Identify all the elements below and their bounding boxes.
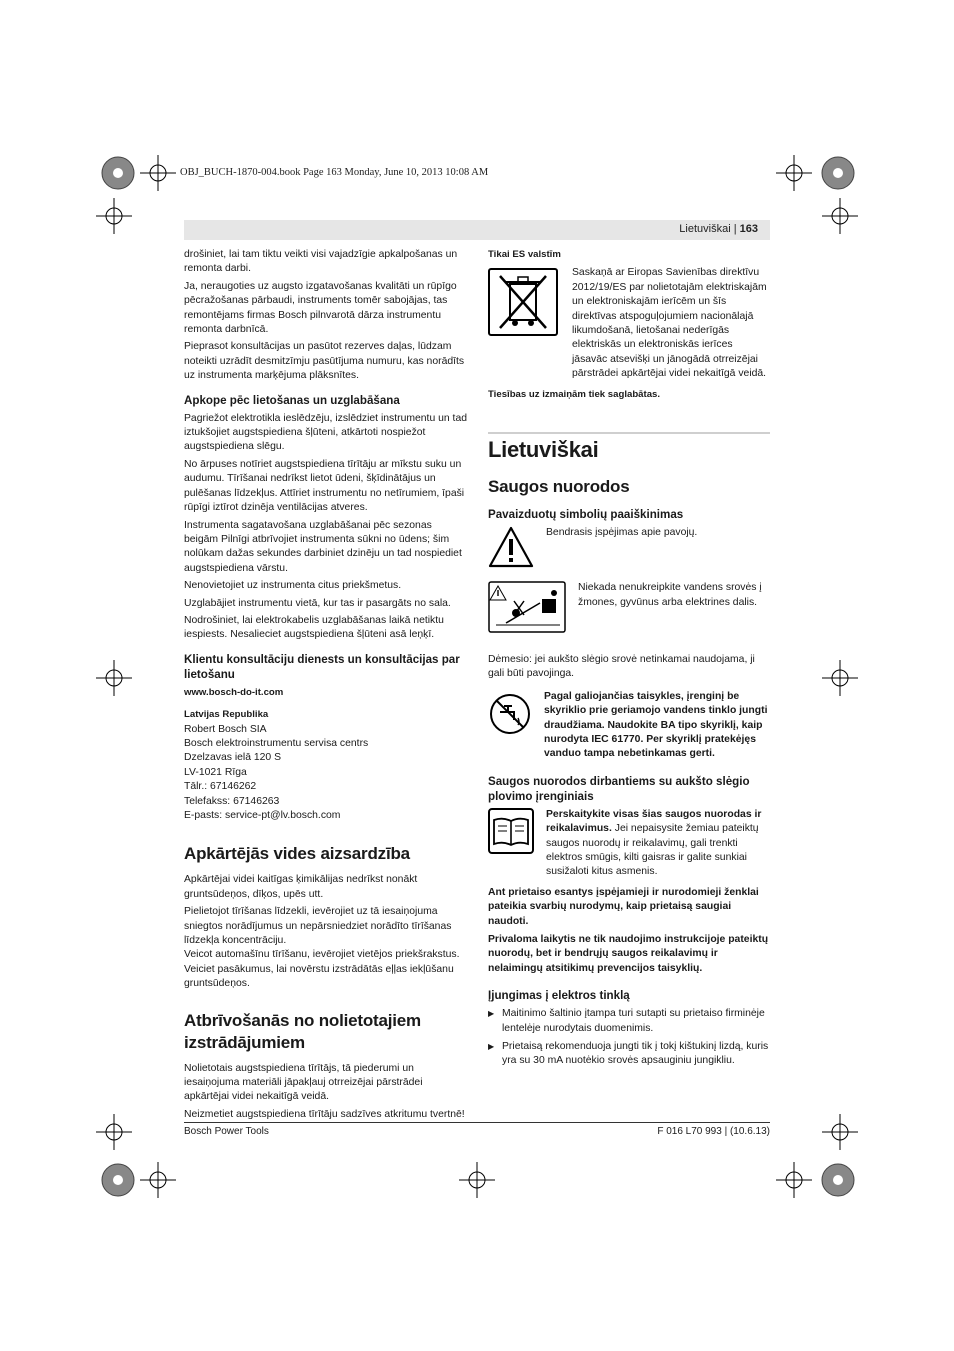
read-manual-rest: Jei nepaisysite žemiau pateiktų saugos nuorodų ir reikalavimų, gali trenkti elektros smūgis, kilti gaisras ir galite sunkiai susižaloti kitus asmenis.: [546, 823, 759, 878]
address-line: Bosch elektroinstrumentu servisa centrs: [184, 737, 369, 749]
paragraph: Pieprasot konsultācijas un pasūtot rezerves daļas, lūdzam noteikti uzrādīt desmitzīmju pasūtījuma numuru, kas norādīts uz instrumenta marķējuma plāksnītes.: [184, 341, 465, 382]
symbol-text: Niekada nenukreipkite vandens srovės į žmones, gyvūnus arba elektrines dalis.: [578, 582, 762, 608]
symbol-text: Bendrasis įspėjimas apie pavojų.: [546, 527, 698, 539]
registration-mark-bottom-left-icon: [100, 1162, 136, 1198]
header-language: Lietuviškai: [679, 223, 731, 235]
address-line: Dzelzavas ielā 120 S: [184, 752, 282, 764]
crosshair-left-lower-icon: [96, 1114, 132, 1150]
bullet-triangle-icon: ▶: [488, 1009, 495, 1019]
subheading-high-pressure-safety: Saugos nuorodos dirbantiems su aukšto slėgio plovimo įrenginiais: [488, 774, 750, 803]
list-item-text: Maitinimo šaltinio įtampa turi sutapti su prietaiso firminėje lentelėje nurodytais duomenimis.: [502, 1008, 765, 1034]
paragraph: Instrumenta sagatavošana uzglabāšanai pēc sezonas beigām Pilnīgi atbrīvojiet instrumenta sūkni no ūdens; šim nolūkam dažas sekundes darbiniet dzinēju un tad nospiediet augstspiediena vārstu.: [184, 519, 462, 574]
heading-disposal: Atbrīvošanās no nolietotajiem izstrādājumiem: [184, 1010, 421, 1052]
read-manual-block: [488, 808, 770, 880]
rights-reserved-note: Tiesības uz izmaiņām tiek saglabātas.: [488, 388, 661, 400]
warning-paragraph: Ant prietaiso esantys įspėjamieji ir nurodomieji ženklai pateikia svarbių nurodymų, kaip prietaisą saugiai naudoti.: [488, 886, 759, 927]
paragraph: Nolietotais augstspiediena tīrītājs, tā piederumi un iesaiņojuma materiāli jāpakļauj otrreizējai pārstrādei apkārtējai videi nekaitīgā veidā.: [184, 1062, 423, 1103]
subheading-customer-service: Klientu konsultāciju dienests un konsultācijas par lietošanu: [184, 652, 460, 681]
eu-only-label: Tikai ES valstīm: [488, 249, 561, 260]
no-drinking-water-connection-icon: [488, 690, 532, 762]
footer-brand: Bosch Power Tools: [184, 1126, 269, 1137]
page-header: [184, 220, 770, 240]
warning-paragraph: Privaloma laikytis ne tik naudojimo instrukcijoje pateiktų nuorodų, bet ir bendrųjų saugos reikalavimų ir nelaimingų atsitikimų prevencijos taisyklių.: [488, 933, 769, 974]
paragraph: Ja, neraugoties uz augsto izgatavošanas kvalitāti un rūpīgo pēcražošanas pārbaudi, instruments tomēr sabojājas, tas remontējams firmas Bosch pilnvarotā dārza instrumentu remonta darbnīcā.: [184, 280, 457, 336]
symbol-no-drinking-water: [488, 690, 770, 762]
crosshair-bottom-left-icon: [140, 1162, 176, 1198]
paragraph: Apkārtējai videi kaitīgas ķimikālijas nedrīkst nonākt gruntsūdeņos, dīķos, upēs utt.: [184, 874, 418, 900]
water-jet-warning-icon: [488, 581, 566, 638]
country-name: Latvijas Republika: [184, 709, 269, 721]
crosshair-right-upper-icon: [822, 198, 858, 234]
crosshair-right-middle-icon: [822, 660, 858, 696]
warning-triangle-icon: [488, 526, 534, 573]
phone-number: Tālr.: 67146262: [184, 781, 257, 793]
paragraph: drošiniet, lai tam tiktu veikti visi vajadzīgie apkalpošanas un remonta darbi.: [184, 249, 458, 275]
paragraph: No ārpuses notīriet augstspiediena tīrītāju ar mīkstu suku un audumu. Tīrīšanai nedrīkst lietot ūdeni, šķīdinātājus un pulēšanas līdzekļus. Attīriet instrumentu no netīrumiem, īpaši rūpīgi iztīrot dzinēja ventilācijas atveres.: [184, 458, 465, 514]
left-column: [184, 248, 468, 1125]
weee-block: [488, 266, 770, 381]
heading-environment: Apkārtējās vides aizsardzība: [184, 844, 410, 864]
paragraph: Pielietojot tīrīšanas līdzekli, ievērojiet uz tā iesaiņojuma sniegtos norādījumus un nepārsniedziet norādīto tīrīšanas līdzekļa koncentrāciju.: [184, 906, 452, 947]
page-number: 163: [739, 223, 758, 235]
language-title-rule: [488, 432, 770, 464]
read-manual-bold: Perskaitykite visas šias saugos nuorodas ir reikalavimus.: [546, 808, 762, 835]
symbol-general-warning: [488, 526, 770, 573]
symbol-text: Pagal galiojančias taisykles, įrenginį be skyriklio prie geriamojo vandens tinklo jungti draudžiama. Naudokite BA tipo skyriklį, kaip nurodyta IEC 61770. Per skyriklį pratekėjęs vanduo tampa nebetinkamas gerti.: [544, 690, 768, 760]
crosshair-left-upper-icon: [96, 198, 132, 234]
read-manual-book-icon: [488, 808, 534, 880]
weee-crossed-bin-icon: [488, 266, 558, 381]
crosshair-top-right-icon: [776, 155, 812, 191]
crosshair-bottom-center-icon: [459, 1162, 495, 1198]
registration-mark-top-left-icon: [100, 155, 136, 191]
crosshair-left-middle-icon: [96, 660, 132, 696]
list-item: [488, 1007, 770, 1036]
paragraph: Neizmetiet augstspiediena tīrītāju sadzīves atkritumu tvertnē!: [184, 1108, 465, 1120]
address-line: LV-1021 Rīga: [184, 766, 247, 778]
weee-text: Saskaņā ar Eiropas Savienības direktīvu 2012/19/ES par nolietotajām elektriskajām un elektroniskajām ierīcēm un šīs direktīvas atspoguļojumiem nacionālajā likumdošanā, lietošanai nederīgās elektriskās un elektroniskās ierīces jāsavāc atsevišķi un jānogādā otrreizējai pārstrādei apkārtējai videi nekaitīgā veidā.: [572, 267, 767, 380]
print-slug: OBJ_BUCH-1870-004.book Page 163 Monday, June 10, 2013 10:08 AM: [180, 167, 489, 178]
subheading-symbols: Pavaizduotų simbolių paaiškinimas: [488, 508, 684, 522]
registration-mark-bottom-right-icon: [820, 1162, 856, 1198]
paragraph: Nenovietojiet uz instrumenta citus priekšmetus.: [184, 580, 402, 592]
list-item: [488, 1040, 770, 1069]
heading-safety-notes: Saugos nuorodos: [488, 477, 630, 497]
header-text: [679, 223, 758, 235]
registration-mark-top-right-icon: [820, 155, 856, 191]
crosshair-top-left-icon: [140, 155, 176, 191]
website-link[interactable]: www.bosch-do-it.com: [184, 686, 284, 698]
header-separator: |: [733, 223, 737, 235]
paragraph: Uzglabājiet instrumentu vietā, kur tas ir pasargāts no sala.: [184, 597, 451, 609]
attention-note: Dėmesio: jei aukšto slėgio srovė netinkamai naudojama, ji gali būti pavojinga.: [488, 653, 755, 680]
footer-doc-number: F 016 L70 993 | (10.6.13): [657, 1126, 770, 1137]
email-address[interactable]: E-pasts: service-pt@lv.bosch.com: [184, 810, 341, 821]
paragraph: Veicot automašīnu tīrīšanu, ievērojiet vietējos priekšrakstus. Veiciet pasākumus, lai novērstu izstrādātās eļļas iekļūšanu gruntsūdeņos.: [184, 949, 460, 990]
right-column: [488, 248, 770, 1073]
subheading-maintenance: Apkope pēc lietošanas un uzglabāšana: [184, 393, 400, 407]
list-item-text: Prietaisą rekomenduoja jungti tik į tokį kištukinį lizdą, kuris yra su 30 mA nuotėkio srovės apsauginiu jungikliu.: [502, 1041, 769, 1067]
crosshair-bottom-right-icon: [776, 1162, 812, 1198]
paragraph: Pagriežot elektrotikla ieslēdzēju, izslēdziet instrumentu un tad iztukšojiet augstspiediena šļūteni, atkārtoti nospiežot augstspiediena slēgu.: [184, 412, 468, 453]
symbol-water-jet: [488, 581, 770, 638]
bullet-triangle-icon: ▶: [488, 1042, 495, 1051]
language-title: Lietuviškai: [488, 437, 599, 463]
footer-rule: [184, 1122, 770, 1123]
paragraph: Nodrošiniet, lai elektrokabelis uzglabāšanas laikā netiktu iespiests. Nesalieciet augstspiediena šļūteni asā leņķī.: [184, 614, 444, 641]
address-line: Robert Bosch SIA: [184, 723, 267, 735]
fax-number: Telefakss: 67146263: [184, 795, 280, 807]
crosshair-right-lower-icon: [822, 1114, 858, 1150]
subheading-mains-connection: Įjungimas į elektros tinklą: [488, 989, 630, 1003]
read-manual-text: [546, 808, 770, 880]
